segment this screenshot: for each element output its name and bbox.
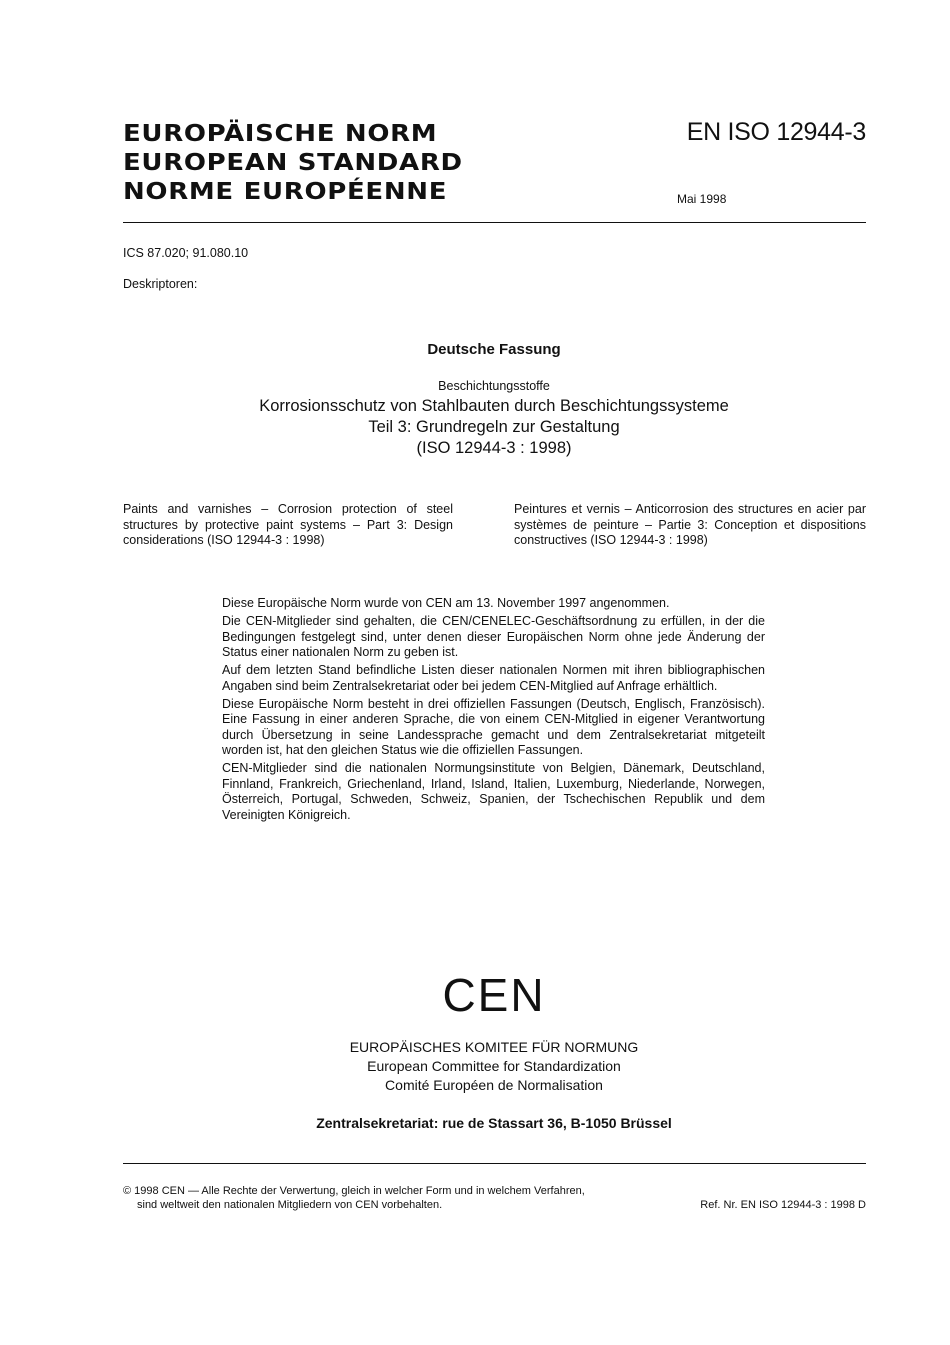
body-paragraph: CEN-Mitglieder sind die nationalen Normungsinstitute von Belgien, Dänemark, Deutschland, Finnland, Frankreich, Griechenland, Irland, Island, Italien, Luxemburg, Niederlande, Norwegen, Österreich, Portugal, Schweden, Schweiz, Spanien, der Tschechischen Republik und dem Vereinigten Königreich. — [222, 761, 765, 822]
organization-name-en: European Committee for Standardization — [367, 1058, 621, 1074]
version-heading: Deutsche Fassung — [427, 341, 561, 358]
body-paragraph: Diese Europäische Norm besteht in drei offiziellen Fassungen (Deutsch, Englisch, Französisch). Eine Fassung in einer anderen Sprache, die von einem CEN-Mitglied in eigener Verantwortung durch Übersetzung in seine Landessprache gemacht und dem Zentralsekretariat mitgeteilt worden ist, hat den gleichen Status wie die offiziellen Fassungen. — [222, 696, 765, 757]
header-divider — [123, 222, 866, 223]
descriptors-label: Deskriptoren: — [123, 277, 198, 291]
norm-title-block — [123, 120, 523, 207]
norm-title-en: EUROPEAN STANDARD — [123, 150, 463, 176]
norm-title-fr: NORME EUROPÉENNE — [123, 179, 448, 205]
organization-name-de: EUROPÄISCHES KOMITEE FÜR NORMUNG — [349, 1039, 639, 1055]
organization-names — [0, 1038, 950, 1095]
subject-line: Beschichtungsstoffe — [438, 379, 550, 393]
organization-name-fr: Comité Européen de Normalisation — [385, 1077, 603, 1093]
title-line: (ISO 12944-3 : 1998) — [416, 439, 572, 457]
copyright-line: sind weltweit den nationalen Mitgliedern von CEN vorbehalten. — [137, 1199, 443, 1211]
copyright-notice — [123, 1184, 683, 1212]
body-paragraph: Die CEN-Mitglieder sind gehalten, die CEN/CENELEC-Geschäftsordnung zu erfüllen, in der die Bedingungen festgelegt sind, unter denen dieser Europäischen Norm ohne jede Änderung der Status einer nationalen Norm zu geben ist. — [222, 614, 765, 659]
document-number: EN ISO 12944-3 — [686, 118, 866, 146]
document-title — [0, 396, 950, 459]
english-title: Paints and varnishes – Corrosion protection of steel structures by protective paint systems – Part 3: Design considerations (ISO 12944-3 : 1998) — [123, 502, 453, 547]
title-line: Teil 3: Grundregeln zur Gestaltung — [368, 418, 620, 436]
reference-number: Ref. Nr. EN ISO 12944-3 : 1998 D — [700, 1199, 866, 1211]
secretariat-address: Zentralsekretariat: rue de Stassart 36, B-1050 Brüssel — [316, 1115, 672, 1131]
ics-code: ICS 87.020; 91.080.10 — [123, 246, 249, 260]
french-title: Peintures et vernis – Anticorrosion des structures en acier par systèmes de peinture – Partie 3: Conception et dispositions constructives (ISO 12944-3 : 1998) — [514, 502, 866, 547]
cen-logo: CEN — [442, 969, 546, 1021]
body-paragraph: Diese Europäische Norm wurde von CEN am 13. November 1997 angenommen. — [222, 596, 670, 610]
adoption-notice — [222, 596, 765, 826]
body-paragraph: Auf dem letzten Stand befindliche Listen dieser nationalen Normen mit ihren bibliographischen Angaben sind beim Zentralsekretariat oder bei jedem CEN-Mitglied auf Anfrage erhältlich. — [222, 663, 765, 693]
title-line: Korrosionsschutz von Stahlbauten durch Beschichtungssysteme — [259, 397, 729, 415]
footer-divider — [123, 1163, 866, 1164]
copyright-line: © 1998 CEN — Alle Rechte der Verwertung, gleich in welcher Form und in welchem Verfahren, — [123, 1185, 585, 1197]
norm-title-de: EUROPÄISCHE NORM — [123, 121, 438, 147]
publication-date: Mai 1998 — [677, 192, 727, 206]
